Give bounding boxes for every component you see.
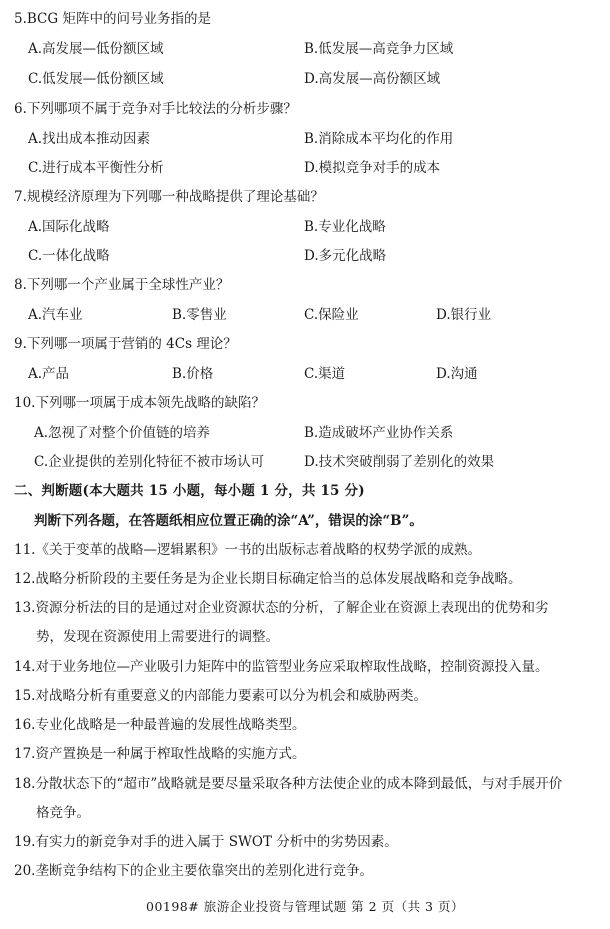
option-10a: A.忽视了对整个价值链的培养: [34, 425, 211, 441]
question-18: 18.分散状态下的“超市”战略就是要尽量采取各种方法使企业的成本降到最低，与对手展开价: [14, 776, 563, 792]
question-20: 20.垄断竞争结构下的企业主要依靠突出的差别化进行竞争。: [14, 863, 373, 879]
question-14: 14.对于业务地位—产业吸引力矩阵中的监管型业务应采取榨取性战略，控制资源投入量。: [14, 659, 549, 675]
question-8: 8.下列哪一个产业属于全球性产业？: [14, 277, 230, 293]
option-10c: C.企业提供的差别化特征不被市场认可: [34, 454, 265, 470]
option-9b: B.价格: [172, 366, 214, 382]
option-7a: A.国际化战略: [28, 219, 110, 235]
page-footer: 00198# 旅游企业投资与管理试题 第 2 页（共 3 页）: [146, 899, 464, 914]
option-9c: C.渠道: [304, 366, 346, 382]
question-18-cont: 格竞争。: [36, 805, 90, 821]
option-8a: A.汽车业: [28, 307, 83, 323]
question-13-cont: 势，发现在资源使用上需要进行的调整。: [36, 629, 279, 645]
question-11: 11.《关于变革的战略—逻辑累积》一书的出版标志着战略的权势学派的成熟。: [14, 542, 481, 558]
section-2-title: 二、判断题(本大题共 15 小题，每小题 1 分，共 15 分): [14, 483, 365, 499]
option-10b: B.造成破坏产业协作关系: [304, 425, 454, 441]
option-10d: D.技术突破削弱了差别化的效果: [304, 454, 495, 470]
option-5b: B.低发展—高竞争力区域: [304, 41, 454, 57]
option-9d: D.沟通: [436, 366, 478, 382]
question-16: 16.专业化战略是一种最普遍的发展性战略类型。: [14, 717, 306, 733]
option-5c: C.低发展—低份额区域: [28, 71, 164, 87]
option-9a: A.产品: [28, 366, 70, 382]
option-7c: C.一体化战略: [28, 248, 110, 264]
option-5a: A.高发展—低份额区域: [28, 41, 164, 57]
option-7b: B.专业化战略: [304, 219, 386, 235]
question-12: 12.战略分析阶段的主要任务是为企业长期目标确定恰当的总体发展战略和竞争战略。: [14, 571, 522, 587]
question-19: 19.有实力的新竞争对手的进入属于 SWOT 分析中的劣势因素。: [14, 834, 398, 850]
option-8b: B.零售业: [172, 307, 227, 323]
section-2-instruction: 判断下列各题，在答题纸相应位置正确的涂“A”，错误的涂“B”。: [34, 513, 423, 529]
question-6: 6.下列哪项不属于竞争对手比较法的分析步骤？: [14, 101, 297, 117]
question-9: 9.下列哪一项属于营销的 4Cs 理论？: [14, 336, 237, 352]
question-15: 15.对战略分析有重要意义的内部能力要素可以分为机会和威胁两类。: [14, 688, 427, 704]
option-7d: D.多元化战略: [304, 248, 387, 264]
option-5d: D.高发展—高份额区域: [304, 71, 441, 87]
question-7: 7.规模经济原理为下列哪一种战略提供了理论基础？: [14, 189, 324, 205]
question-13: 13.资源分析法的目的是通过对企业资源状态的分析，了解企业在资源上表现出的优势和劣: [14, 600, 549, 616]
option-6d: D.模拟竞争对手的成本: [304, 160, 441, 176]
option-8c: C.保险业: [304, 307, 359, 323]
question-10: 10.下列哪一项属于成本领先战略的缺陷？: [14, 395, 265, 411]
option-6c: C.进行成本平衡性分析: [28, 160, 164, 176]
option-8d: D.银行业: [436, 307, 492, 323]
question-5: 5.BCG 矩阵中的问号业务指的是: [14, 11, 211, 27]
option-6b: B.消除成本平均化的作用: [304, 131, 454, 147]
option-6a: A.找出成本推动因素: [28, 131, 151, 147]
question-17: 17.资产置换是一种属于榨取性战略的实施方式。: [14, 746, 306, 762]
